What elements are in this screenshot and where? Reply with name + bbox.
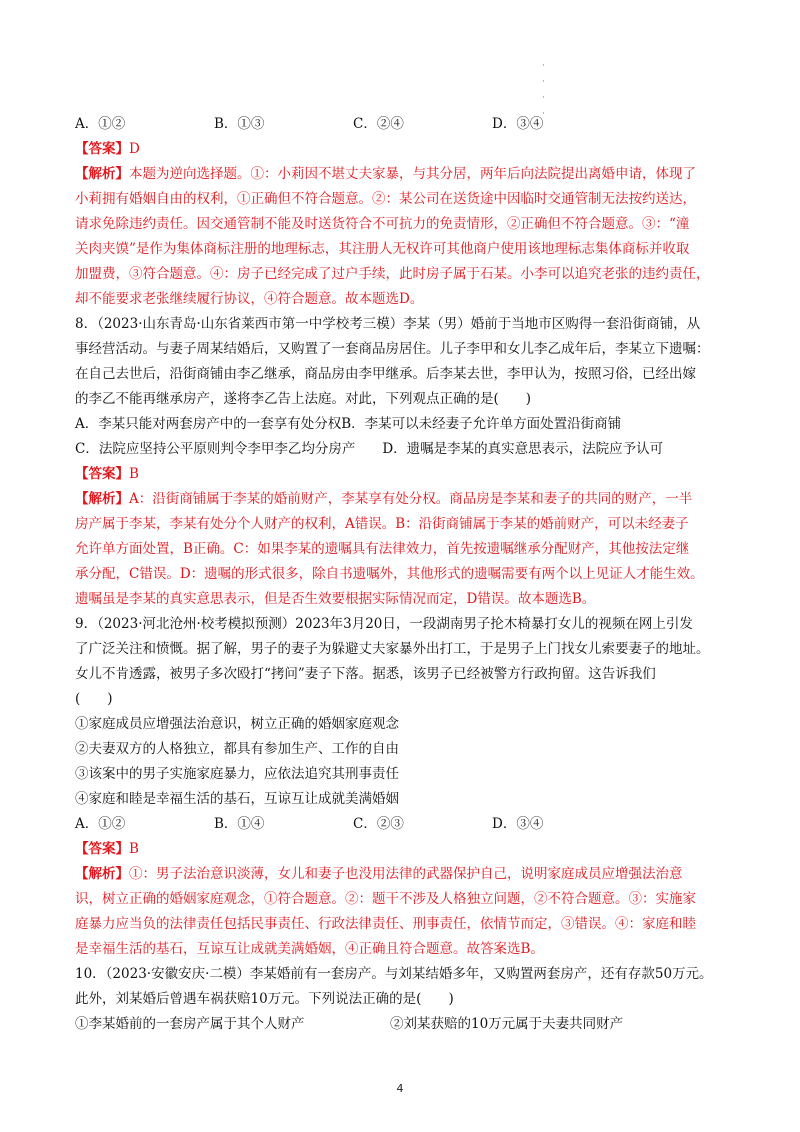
q10-stem-line-2: 此外，刘某婚后曾遇车祸获赔10万元。下列说法正确的是( ) — [75, 991, 454, 1007]
q10-stem-line-1: 10．（2023·安徽安庆·二模）李某婚前有一套房产。与刘某结婚多年，又购置两套房产，还有存款50万元。 — [75, 966, 713, 982]
q7-answer — [75, 139, 140, 159]
q8-stem-line-2: 事经营活动。与妻子周某结婚后，又购置了一套商品房居住。儿子李甲和女儿李乙成年后，李某立下遗嘱： — [75, 341, 710, 357]
q8-analysis-line-2: 房产属于李某，李某有处分个人财产的权利，A错误。B：沿街商铺属于李某的婚前财产，可以未经妻子 — [75, 516, 689, 532]
q10-statement-2: ②刘某获赔的10万元属于夫妻共同财产 — [390, 1016, 624, 1032]
answer-tag: 【答案】 — [75, 466, 129, 482]
q8-analysis-line-4: 承分配，C错误。D：遗嘱的形式很多，除自书遗嘱外，其他形式的遗嘱需要有两个以上见证人才能生效。 — [75, 566, 704, 582]
q7-analysis-line-5: 加盟费，③符合题意。④：房子已经完成了过户手续，此时房子属于石某。小李可以追究老张的违约责任， — [75, 266, 710, 282]
q8-stem-line-1: 8．（2023·山东青岛·山东省莱西市第一中学校考三模）李某（男）婚前于当地市区购得一套沿街商铺，从 — [75, 316, 701, 332]
q9-option-b: B．①④ — [214, 816, 265, 832]
q8-analysis-line-1: 【解析】A：沿街商铺属于李某的婚前财产，李某享有处分权。商品房是李某和妻子的共同的财产，一半 — [75, 491, 693, 507]
analysis-tag: 【解析】 — [75, 866, 129, 882]
answer-tag: 【答案】 — [75, 841, 129, 857]
q9-stem-line-2: 了广泛关注和愤慨。据了解，男子的妻子为躲避丈夫家暴外出打工，于是男子上门找女儿索要妻子的地址。 — [75, 641, 710, 657]
q7-analysis-line-4: 关肉夹馍”是作为集体商标注册的地理标志，其注册人无权许可其他商户使用该地理标志集体商标并收取 — [75, 241, 690, 257]
q8-options-cd: C．法院应坚持公平原则判令李甲李乙均分房产 D．遗嘱是李某的真实意思表示，法院应予认可 — [75, 441, 664, 457]
q7-analysis-line-3: 请求免除违约责任。因交通管制不能及时送货符合不可抗力的免责情形，②正确但不符合题意。③：“潼 — [75, 216, 690, 232]
q8-options-ab: A．李某只能对两套房产中的一套享有处分权B．李某可以未经妻子允许单方面处置沿街商铺 — [75, 416, 622, 432]
q8-answer — [75, 464, 139, 484]
answer-value: B — [129, 841, 139, 857]
q8-analysis-line-5: 遗嘱虽是李某的真实意思表示，但是否生效要根据实际情况而定，D错误。故本题选B。 — [75, 591, 596, 607]
q9-statement-4: ④家庭和睦是幸福生活的基石，互谅互让成就美满婚姻 — [75, 791, 399, 807]
q9-analysis-line-3: 庭暴力应当负的法律责任包括民事责任、行政法律责任、刑事责任，依情节而定，③错误。④：家庭和睦 — [75, 916, 696, 932]
analysis-tag: 【解析】 — [75, 166, 129, 182]
q10-statements — [75, 1014, 675, 1034]
q9-statement-3: ③该案中的男子实施家庭暴力，应依法追究其刑事责任 — [75, 766, 399, 782]
q9-options — [75, 814, 635, 834]
q8-stem-line-4: 的李乙不能再继承房产，遂将李乙告上法庭。对此，下列观点正确的是( ) — [75, 391, 532, 407]
answer-tag: 【答案】 — [75, 141, 129, 157]
q10-statement-1: ①李某婚前的一套房产属于其个人财产 — [75, 1016, 305, 1032]
q7-option-c: C．②④ — [353, 116, 404, 132]
margin-dots: · · · · — [542, 61, 545, 119]
q7-options — [75, 114, 635, 134]
page-number: 4 — [396, 1082, 404, 1095]
q9-option-a: A．①② — [75, 816, 126, 832]
q9-statement-2: ②夫妻双方的人格独立，都具有参加生产、工作的自由 — [75, 741, 399, 757]
q9-stem-line-4: ( ) — [75, 691, 113, 707]
answer-value: B — [129, 466, 139, 482]
q9-option-c: C．②③ — [353, 816, 404, 832]
q9-stem-line-3: 女儿不肯透露，被男子多次殴打“拷问”妻子下落。据悉，该男子已经被警方行政拘留。这告诉我们 — [75, 666, 656, 682]
q9-statement-1: ①家庭成员应增强法治意识，树立正确的婚姻家庭观念 — [75, 716, 399, 732]
q7-analysis-line-2: 小莉拥有婚姻自由的权利，①正确但不符合题意。②：某公司在送货途中因临时交通管制无法按约送达， — [75, 191, 696, 207]
q9-analysis-line-4: 是幸福生活的基石，互谅互让成就美满婚姻，④正确且符合题意。故答案选B。 — [75, 941, 544, 957]
q7-option-a: A．①② — [75, 116, 126, 132]
q7-analysis-line-1: 【解析】本题为逆向选择题。①：小莉因不堪丈夫家暴，与其分居，两年后向法院提出离婚申请，体现了 — [75, 166, 696, 182]
q7-analysis-line-6: 却不能要求老张继续履行协议，④符合题意。故本题选D。 — [75, 291, 424, 307]
q7-option-b: B．①③ — [214, 116, 265, 132]
q9-analysis-line-1: 【解析】①：男子法治意识淡薄，女儿和妻子也没用法律的武器保护自己，说明家庭成员应增强法治意 — [75, 866, 683, 882]
answer-value: D — [129, 141, 140, 157]
q9-option-d: D．③④ — [492, 816, 544, 832]
q9-stem-line-1: 9．（2023·河北沧州·校考模拟预测）2023年3月20日，一段湖南男子抡木椅暴打女儿的视频在网上引发 — [75, 616, 693, 632]
q7-option-d: D．③④ — [492, 116, 544, 132]
q8-analysis-line-3: 允许单方面处置，B正确。C：如果李某的遗嘱具有法律效力，首先按遗嘱继承分配财产，其他按法定继 — [75, 541, 690, 557]
q9-answer — [75, 839, 139, 859]
q8-stem-line-3: 在自己去世后，沿街商铺由李乙继承，商品房由李甲继承。后李某去世，李甲认为，按照习俗，已经出嫁 — [75, 366, 696, 382]
q9-analysis-line-2: 识，树立正确的婚姻家庭观念，①符合题意。②：题干不涉及人格独立问题，②不符合题意。③：实施家 — [75, 891, 696, 907]
analysis-tag: 【解析】 — [75, 491, 129, 507]
